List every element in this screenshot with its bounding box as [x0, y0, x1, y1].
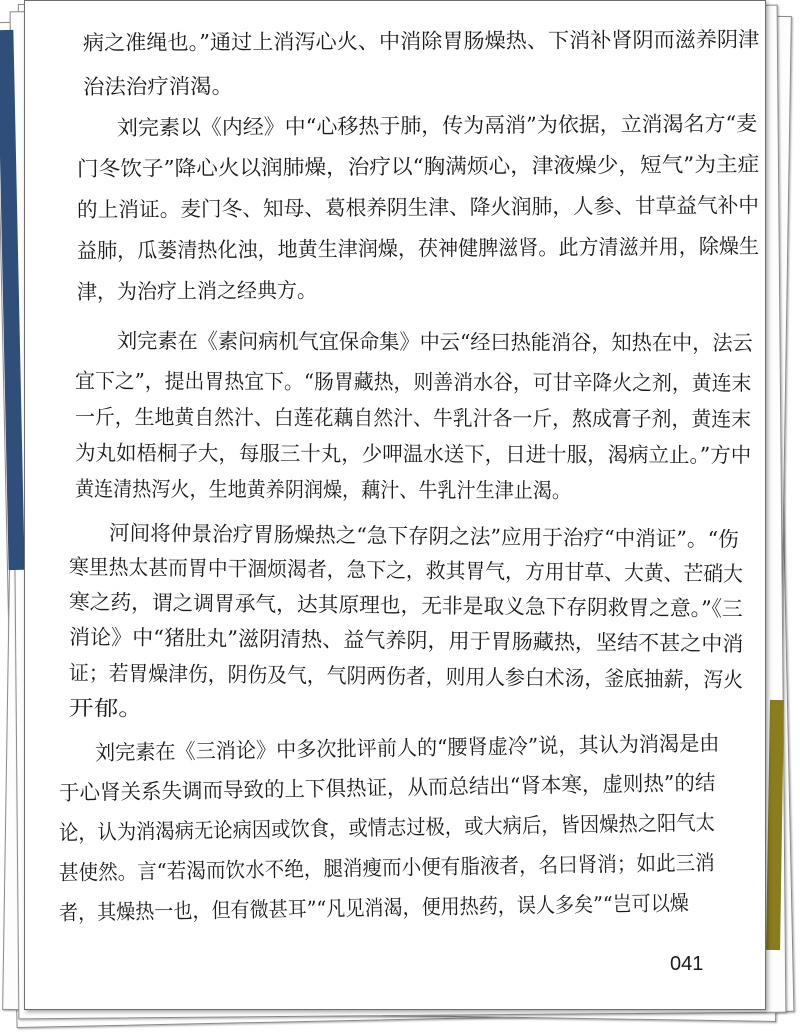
text-line: 寒之药，谓之调胃承气，达其原理也，无非是取义急下存阴救胃之意。”《三 [68, 590, 743, 622]
text-line: 黄连清热泻火，生地黄养阴润燥，藕汁、牛乳汁生津止渴。 [74, 477, 572, 503]
text-line: 刘完素在《三消论》中多次批评前人的“腰肾虚冷”说，其认为消渴是由 [94, 731, 720, 765]
text-line: 的上消证。麦门冬、知母、葛根养阴生津、降火润肺，人参、甘草益气补中 [76, 193, 760, 222]
text-line: 于心肾关系失调而导致的上下俱热证，从而总结出“肾本寒，虚则热”的结 [58, 770, 716, 805]
text-line: 治法治疗消渴。 [82, 74, 234, 99]
text-line: 河间将仲景治疗胃肠燥热之“急下存阴之法”应用于治疗“中消证”。“伤 [108, 521, 739, 552]
text-line: 论，认为消渴病无论病因或饮食，或情志过极，或大病后，皆因燥热之阳气太 [58, 810, 716, 845]
text-line: 病之准绳也。”通过上消泻心火、中消除胃肠燥热、下消补肾阴而滋养阴津 [82, 27, 760, 55]
text-line: 刘完素在《素问病机气宜保命集》中云“经曰热能消谷，知热在中，法云 [116, 329, 753, 356]
text-line: 津，为治疗上消之经典方。 [76, 278, 318, 304]
text-line: 甚使然。言“若渴而饮水不绝，腿消瘦而小便有脂液者，名曰肾消；如此三消 [58, 850, 715, 885]
text-line: 益肺，瓜蒌清热化浊，地黄生津润燥，茯神健脾滋肾。此方清滋并用，除燥生 [76, 234, 760, 263]
page-number: 041 [670, 953, 704, 975]
text-line: 开郁。 [68, 696, 144, 721]
text-line: 者，其燥热一也，但有微甚耳”“凡见消渴，便用热药，误人多矣”“岂可以燥 [58, 891, 690, 925]
text-line: 刘完素以《内经》中“心移热于肺，传为鬲消”为依据，立消渴名方“麦 [116, 111, 758, 140]
text-line: 门冬饮子”降心火以润肺燥，治疗以“胸满烦心，津液燥少，短气”为主症 [76, 152, 760, 181]
text-line: 宜下之”，提出胃热宜下。“肠胃藏热，则善消水谷，可甘辛降火之剂，黄连末 [74, 369, 752, 396]
text-line: 一斤，生地黄自然汁、白莲花藕自然汁、牛乳汁各一斤，熬成膏子剂，黄连末 [74, 405, 752, 432]
book-page [24, 0, 766, 1010]
text-line: 证；若胃燥津伤，阴伤及气，气阴两伤者，则用人参白术汤，釜底抽薪，泻火 [68, 661, 744, 693]
text-line: 寒里热太甚而胃中干涸烦渴者，急下之，救其胃气，方用甘草、大黄、芒硝大 [68, 555, 744, 587]
text-line: 消论》中“猪肚丸”滋阴清热、益气养阴，用于胃肠藏热，坚结不甚之中消 [68, 625, 744, 657]
text-line: 为丸如梧桐子大，每服三十丸，少呷温水送下，日进十服，渴病立止。”方中 [74, 441, 752, 468]
